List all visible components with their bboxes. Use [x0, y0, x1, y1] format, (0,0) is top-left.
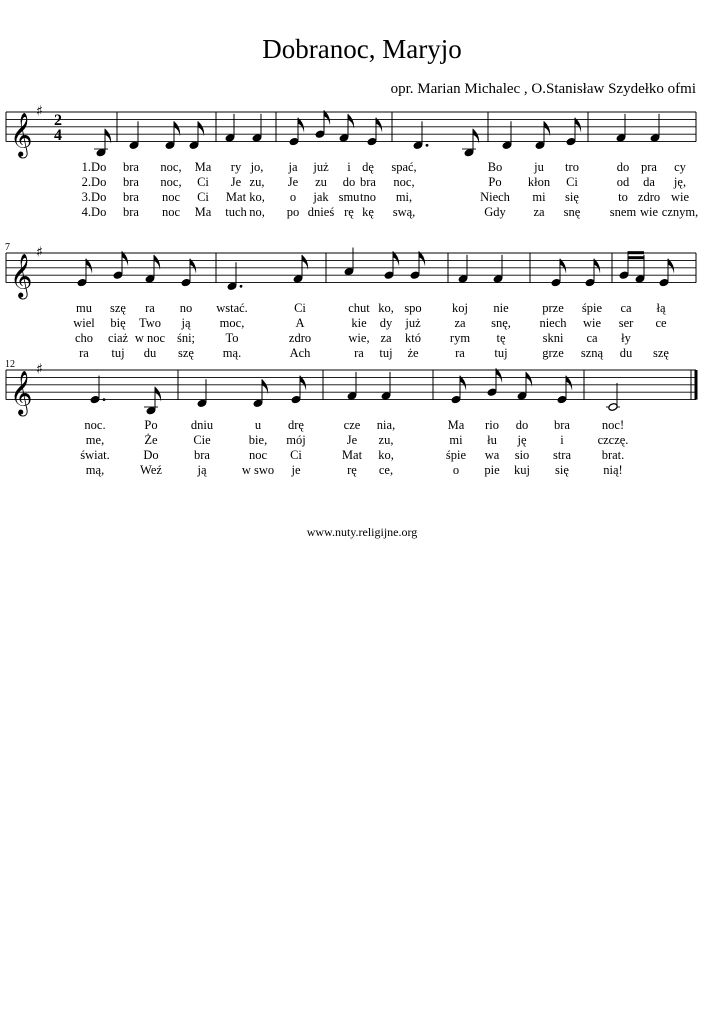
lyric-syllable: je [291, 463, 301, 477]
lyric-syllable: Je [287, 175, 299, 189]
lyric-syllable: Po [488, 175, 502, 189]
note [347, 372, 357, 400]
lyric-line [0, 301, 724, 317]
lyric-syllable: tę [496, 331, 506, 345]
lyric-syllable: łą [656, 301, 666, 315]
lyric-syllable: ra [79, 346, 89, 360]
lyric-syllable: szę [653, 346, 669, 360]
lyric-syllable: Po [144, 418, 158, 432]
note [650, 114, 660, 142]
lyric-syllable: zdro [288, 331, 312, 345]
lyric-syllable: mu [76, 301, 92, 315]
lyric-syllable: za [533, 205, 545, 219]
lyric-syllable: tuj [494, 346, 508, 360]
measure-number: 12 [5, 359, 15, 370]
lyric-syllable: dę [362, 160, 374, 174]
note [145, 255, 160, 283]
note [462, 129, 479, 157]
note [197, 379, 207, 407]
lyric-syllable: snę [563, 205, 581, 219]
staff-system [0, 223, 724, 303]
song-title: Dobranoc, Maryjo [262, 34, 462, 64]
lyric-syllable: Ci [290, 448, 302, 462]
lyric-syllable: już [405, 316, 421, 330]
lyric-syllable: jo, [250, 160, 264, 174]
lyric-syllable: bra [360, 175, 376, 189]
lyric-syllable: i [347, 160, 351, 174]
lyric-syllable: śpie [445, 448, 467, 462]
lyric-syllable: ju [534, 160, 544, 174]
lyric-syllable: kuj [514, 463, 530, 477]
lyric-syllable: rę [347, 463, 357, 477]
lyric-syllable: tuch [225, 205, 247, 219]
lyric-syllable: Mat [225, 190, 247, 204]
lyric-syllable: 1.Do [81, 160, 107, 174]
lyric-syllable: zu [315, 175, 327, 189]
lyric-line [0, 433, 724, 449]
lyric-syllable: noc [161, 205, 181, 219]
lyric-syllable: Je [346, 433, 358, 447]
sharp-icon: ♯ [36, 103, 43, 120]
lyric-syllable: grze [542, 346, 564, 360]
lyric-syllable: spo [404, 301, 422, 315]
lyric-syllable: bra [554, 418, 570, 432]
lyric-syllable: snę, [491, 316, 511, 330]
lyric-syllable: kie [351, 316, 367, 330]
lyric-syllable: ko, [378, 448, 394, 462]
lyric-syllable: noc, [160, 160, 182, 174]
note [94, 129, 111, 157]
composer-credit: opr. Marian Michalec , O.Stanisław Szydełko ofmi [390, 81, 696, 97]
lyric-syllable: rym [449, 331, 471, 345]
lyric-syllable: ce, [378, 463, 394, 477]
lyric-syllable: ją [197, 463, 207, 477]
lyric-syllable: od [616, 175, 630, 189]
lyric-syllable: chut [348, 301, 370, 315]
note-flag [594, 259, 600, 274]
lyric-syllable: za [380, 331, 392, 345]
lyric-syllable: Ci [197, 190, 209, 204]
lyric-syllable: noc! [601, 418, 625, 432]
lyric-syllable: do [515, 418, 529, 432]
lyric-syllable: Niech [480, 190, 510, 204]
lyric-syllable: noc. [84, 418, 106, 432]
staff-system [0, 340, 724, 420]
lyric-syllable: się [565, 190, 579, 204]
lyric-syllable: Ci [294, 301, 306, 315]
note [493, 255, 503, 283]
lyric-syllable: wa [484, 448, 500, 462]
lyric-syllable: snem [609, 205, 637, 219]
lyric-syllable: w swo [241, 463, 275, 477]
augmentation-dot [426, 144, 429, 147]
lyric-syllable: dniu [190, 418, 214, 432]
note-flag [566, 376, 572, 391]
lyric-syllable: to [618, 190, 628, 204]
lyric-syllable: jak [313, 190, 329, 204]
lyric-syllable: wie [639, 205, 659, 219]
note-flag [190, 259, 196, 274]
lyric-syllable: ja [288, 160, 298, 174]
lyric-syllable: koj [452, 301, 468, 315]
lyric-syllable: po [286, 205, 300, 219]
lyric-syllable: łu [487, 433, 497, 447]
treble-clef-icon: 𝄞 [10, 253, 33, 298]
lyric-syllable: Ci [566, 175, 578, 189]
lyric-syllable: ca [586, 331, 598, 345]
lyric-line [0, 190, 724, 206]
lyric-syllable: szę [178, 346, 194, 360]
note [227, 262, 243, 290]
lyric-syllable: rę [344, 205, 354, 219]
lyric-syllable: rio [485, 418, 499, 432]
note [458, 255, 468, 283]
lyric-syllable: kłon [527, 175, 551, 189]
note-beam [628, 251, 644, 254]
note-flag [560, 259, 566, 274]
note-beam [628, 256, 644, 259]
lyric-syllable: mą. [222, 346, 242, 360]
footer-url: www.nuty.religijne.org [306, 525, 418, 539]
lyric-syllable: dnieś [307, 205, 335, 219]
lyric-syllable: 3.Do [81, 190, 107, 204]
note [144, 387, 161, 415]
lyric-syllable: do [616, 160, 630, 174]
lyric-syllable: ko, [378, 301, 394, 315]
lyric-syllable: w noc [134, 331, 166, 345]
lyric-syllable: kę [362, 205, 374, 219]
lyric-syllable: spać, [391, 160, 417, 174]
note [502, 121, 512, 149]
lyric-syllable: się [555, 463, 569, 477]
lyric-syllable: Weź [140, 463, 162, 477]
lyric-syllable: nią! [603, 463, 623, 477]
time-signature-digit: 4 [54, 127, 62, 144]
lyric-syllable: no, [249, 205, 265, 219]
note [339, 114, 354, 142]
lyric-syllable: cy [674, 160, 686, 174]
lyric-syllable: sio [514, 448, 530, 462]
lyric-syllable: dy [379, 316, 393, 330]
lyric-syllable: za [454, 316, 466, 330]
lyric-syllable: Mat [341, 448, 363, 462]
lyric-syllable: 4.Do [81, 205, 107, 219]
note [129, 121, 139, 149]
measure-number: 7 [5, 242, 10, 253]
note [253, 379, 268, 407]
augmentation-dot [240, 285, 243, 288]
lyric-syllable: że [407, 346, 419, 360]
lyric-line [0, 418, 724, 434]
lyric-syllable: wstać. [216, 301, 248, 315]
treble-clef-icon: 𝄞 [10, 112, 33, 157]
lyric-syllable: świat. [80, 448, 110, 462]
lyric-syllable: mi, [395, 190, 413, 204]
lyric-syllable: ciaż [107, 331, 129, 345]
lyric-syllable: Gdy [484, 205, 506, 219]
lyric-syllable: drę [288, 418, 304, 432]
note [344, 248, 354, 276]
note [616, 114, 626, 142]
lyric-line [0, 175, 724, 191]
lyric-syllable: ca [620, 301, 632, 315]
lyric-syllable: ra [455, 346, 465, 360]
note [189, 121, 204, 149]
note [517, 372, 532, 400]
lyric-syllable: niech [539, 316, 567, 330]
lyric-syllable: tro [565, 160, 579, 174]
lyric-syllable: zdro [637, 190, 661, 204]
lyric-syllable: mój [286, 433, 306, 447]
note [293, 255, 308, 283]
lyric-syllable: tno [360, 190, 376, 204]
lyric-syllable: i [560, 433, 564, 447]
lyric-syllable: cze [343, 418, 361, 432]
lyric-syllable: bra [123, 190, 139, 204]
lyric-line [0, 205, 724, 221]
lyric-syllable: Ma [447, 418, 465, 432]
lyric-syllable: wie [582, 316, 602, 330]
note [413, 121, 429, 149]
lyric-syllable: bra [194, 448, 210, 462]
lyric-syllable: da [643, 175, 655, 189]
lyric-line [0, 316, 724, 332]
lyric-syllable: Ma [194, 205, 212, 219]
lyric-syllable: bra [123, 160, 139, 174]
lyric-syllable: ję, [673, 175, 687, 189]
lyric-syllable: zu, [378, 433, 394, 447]
lyric-syllable: 2.Do [81, 175, 107, 189]
lyric-syllable: czczę. [597, 433, 629, 447]
lyric-syllable: zu, [249, 175, 265, 189]
note [252, 114, 262, 142]
lyric-syllable: me, [85, 433, 105, 447]
lyric-syllable: mi [532, 190, 546, 204]
lyric-syllable: Ci [197, 175, 209, 189]
lyric-syllable: brat. [601, 448, 625, 462]
note-flag [300, 376, 306, 391]
lyric-syllable: skni [542, 331, 564, 345]
lyric-syllable: moc, [219, 316, 245, 330]
lyric-syllable: noc [248, 448, 268, 462]
lyric-syllable: któ [405, 331, 421, 345]
lyric-syllable: wiel [73, 316, 95, 330]
lyric-syllable: do [342, 175, 356, 189]
lyric-syllable: prze [542, 301, 564, 315]
lyric-syllable: wie [670, 190, 690, 204]
augmentation-dot [103, 398, 106, 401]
time-signature-digit: 2 [54, 112, 62, 129]
note [535, 121, 550, 149]
lyric-syllable: ra [145, 301, 155, 315]
lyric-syllable: Ach [289, 346, 311, 360]
lyric-syllable: Bo [487, 160, 503, 174]
sharp-icon: ♯ [36, 244, 43, 261]
lyric-line [0, 463, 724, 479]
note [606, 383, 620, 411]
lyric-syllable: A [295, 316, 305, 330]
lyric-syllable: o [289, 190, 297, 204]
lyric-syllable: Je [230, 175, 242, 189]
lyric-syllable: To [225, 331, 239, 345]
lyric-syllable: śpie [581, 301, 603, 315]
note [381, 372, 391, 400]
lyric-syllable: stra [552, 448, 572, 462]
lyric-syllable: śni; [176, 331, 196, 345]
note-flag [460, 376, 466, 391]
staff-system [0, 82, 724, 162]
lyric-syllable: nia, [376, 418, 396, 432]
lyric-syllable: Do [143, 448, 159, 462]
lyric-syllable: nie [493, 301, 509, 315]
sharp-icon: ♯ [36, 361, 43, 378]
lyric-syllable: tuj [111, 346, 125, 360]
lyric-syllable: Two [138, 316, 162, 330]
lyric-syllable: noc [161, 190, 181, 204]
lyric-syllable: już [313, 160, 329, 174]
note-flag [496, 368, 502, 383]
lyric-syllable: ją [181, 316, 191, 330]
lyric-syllable: wie, [348, 331, 370, 345]
lyric-syllable: du [619, 346, 633, 360]
lyric-syllable: du [143, 346, 157, 360]
lyric-syllable: no [179, 301, 193, 315]
lyric-syllable: Cie [193, 433, 211, 447]
note-flag [86, 259, 92, 274]
lyric-syllable: ser [618, 316, 634, 330]
lyric-syllable: mi [449, 433, 463, 447]
lyric-line [0, 448, 724, 464]
lyric-syllable: szną [580, 346, 604, 360]
note [165, 121, 180, 149]
lyric-syllable: Że [144, 433, 158, 447]
lyric-syllable: smu [338, 190, 360, 204]
lyric-syllable: mą, [85, 463, 105, 477]
lyric-syllable: bra [123, 205, 139, 219]
lyric-syllable: Ma [194, 160, 212, 174]
lyric-line [0, 160, 724, 176]
lyric-syllable: noc, [393, 175, 415, 189]
lyric-syllable: bra [123, 175, 139, 189]
lyric-syllable: tuj [379, 346, 393, 360]
lyric-syllable: pie [484, 463, 500, 477]
note [90, 376, 106, 404]
lyric-syllable: szę [110, 301, 126, 315]
lyric-syllable: cznym, [661, 205, 699, 219]
lyric-syllable: noc, [160, 175, 182, 189]
lyric-syllable: swą, [392, 205, 416, 219]
note [225, 114, 235, 142]
lyric-syllable: ra [354, 346, 364, 360]
lyric-syllable: o [452, 463, 460, 477]
lyric-syllable: bię [110, 316, 126, 330]
lyric-syllable: u [254, 418, 262, 432]
lyric-syllable: ko, [249, 190, 265, 204]
note [619, 251, 629, 279]
lyric-syllable: ce [655, 316, 667, 330]
lyric-syllable: ję [517, 433, 527, 447]
lyric-syllable: ły [621, 331, 631, 345]
lyric-syllable: pra [641, 160, 657, 174]
lyric-syllable: bie, [248, 433, 268, 447]
treble-clef-icon: 𝄞 [10, 370, 33, 415]
note-flag [668, 259, 674, 274]
lyric-syllable: cho [74, 331, 94, 345]
lyric-syllable: ry [230, 160, 242, 174]
